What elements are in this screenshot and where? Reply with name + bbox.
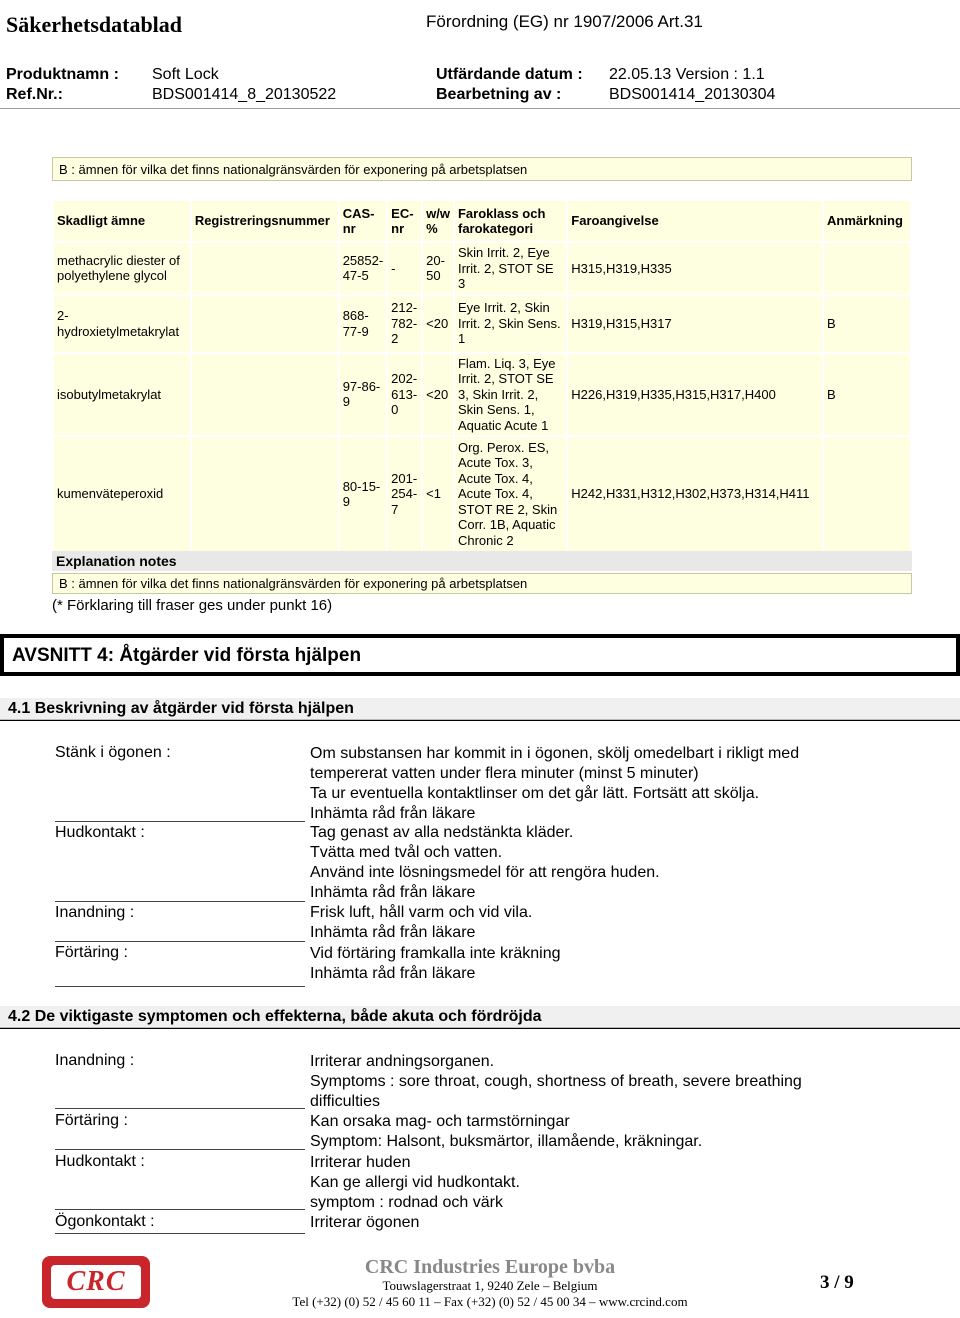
top-note: B : ämnen för vilka det finns nationalgränsvärden för exponering på arbetsplatsen — [52, 157, 912, 181]
text-line: Symptoms : sore throat, cough, shortness of breath, severe breathing — [310, 1073, 802, 1090]
cell-substance: isobutylmetakrylat — [54, 354, 190, 436]
cell-ec: 202-613-0 — [388, 354, 421, 436]
cell-hazard-class: Skin Irrit. 2, Eye Irrit. 2, STOT SE 3 — [455, 243, 566, 294]
text-line: symptom : rodnad och värk — [310, 1194, 503, 1211]
row-divider — [55, 986, 305, 987]
regulation-reference: Förordning (EG) nr 1907/2006 Art.31 — [426, 12, 703, 31]
ref-label: Ref.Nr.: — [6, 86, 63, 103]
cell-remark: B — [824, 296, 910, 352]
text-line: Irriterar huden — [310, 1154, 411, 1171]
cell-registration — [192, 296, 338, 352]
cell-remark — [824, 437, 910, 551]
text-line: Frisk luft, håll varm och vid vila. — [310, 904, 533, 921]
crc-logo — [42, 1256, 150, 1308]
inhalation-symptoms-label: Inandning : — [55, 1052, 135, 1069]
eye-symptoms-label: Ögonkontakt : — [55, 1213, 155, 1230]
cell-ww: <20 — [423, 296, 453, 352]
cell-cas: 868-77-9 — [340, 296, 386, 352]
cell-hazard-class: Flam. Liq. 3, Eye Irrit. 2, STOT SE 3, Skin Irrit. 2, Skin Sens. 1, Aquatic Acute 1 — [455, 354, 566, 436]
ingestion-symptoms-label: Förtäring : — [55, 1112, 128, 1129]
cell-ww: <20 — [423, 354, 453, 436]
cell-cas: 80-15-9 — [340, 437, 386, 551]
ref-value: BDS001414_8_20130522 — [152, 86, 337, 103]
row-divider — [55, 821, 305, 822]
explanation-note: B : ämnen för vilka det finns nationalgränsvärden för exponering på arbetsplatsen — [52, 573, 912, 594]
inhalation-text — [310, 903, 910, 943]
cell-substance: methacrylic diester of polyethylene glycol — [54, 243, 190, 294]
table-header-row — [54, 201, 910, 241]
company-name: CRC Industries Europe bvba — [364, 1256, 616, 1278]
subsection-divider — [0, 720, 960, 721]
table-row — [54, 243, 910, 294]
ingestion-text — [310, 944, 910, 984]
ingestion-label: Förtäring : — [55, 944, 128, 961]
text-line: Inhämta råd från läkare — [310, 924, 476, 941]
cell-hazard-class: Eye Irrit. 2, Skin Irrit. 2, Skin Sens. 1 — [455, 296, 566, 352]
row-divider — [55, 1209, 305, 1210]
cell-remark: B — [824, 354, 910, 436]
hazardous-substances-table — [52, 199, 912, 553]
row-divider — [55, 1149, 305, 1150]
cell-registration — [192, 354, 338, 436]
col-remark: Anmärkning — [824, 201, 910, 241]
issue-date-value: 22.05.13 Version : 1.1 — [609, 66, 765, 83]
cell-hazard-statements: H226,H319,H335,H315,H317,H400 — [568, 354, 822, 436]
eye-contact-label: Stänk i ögonen : — [55, 744, 171, 761]
inhalation-label: Inandning : — [55, 904, 135, 921]
text-line: Om substansen har kommit in i ögonen, skölj omedelbart i rikligt med — [310, 745, 800, 762]
text-line: Vid förtäring framkalla inte kräkning — [310, 945, 561, 962]
text-line: Ta ur eventuella kontaktlinser om det går lätt. Fortsätt att skölja. — [310, 785, 760, 802]
text-line: Irriterar andningsorganen. — [310, 1053, 495, 1070]
header-divider — [0, 108, 960, 109]
col-hazard-class: Faroklass och farokategori — [455, 201, 566, 241]
text-line: Kan ge allergi vid hudkontakt. — [310, 1174, 520, 1191]
cell-substance: kumenväteperoxid — [54, 437, 190, 551]
cell-registration — [192, 243, 338, 294]
product-value: Soft Lock — [152, 66, 219, 83]
table-row — [54, 354, 910, 436]
col-ww: w/w % — [423, 201, 453, 241]
col-ec: EC-nr — [388, 201, 421, 241]
row-divider — [55, 901, 305, 902]
cell-cas: 97-86-9 — [340, 354, 386, 436]
eye-symptoms-text — [310, 1213, 910, 1233]
row-divider — [55, 941, 305, 942]
logo-frame — [49, 1263, 143, 1301]
row-divider — [55, 1108, 305, 1109]
cell-ec: 201-254-7 — [388, 437, 421, 551]
text-line: Kan orsaka mag- och tarmstörningar — [310, 1113, 570, 1130]
text-line: Tag genast av alla nedstänkta kläder. — [310, 824, 574, 841]
inhalation-symptoms-text — [310, 1052, 910, 1112]
row-divider — [55, 1233, 305, 1234]
ingestion-symptoms-text — [310, 1112, 910, 1152]
subsection-4-1-title: 4.1 Beskrivning av åtgärder vid första hjälpen — [0, 698, 960, 720]
product-label: Produktnamn : — [6, 66, 119, 83]
cell-cas: 25852-47-5 — [340, 243, 386, 294]
col-substance: Skadligt ämne — [54, 201, 190, 241]
issue-date-label: Utfärdande datum : — [436, 66, 583, 83]
cell-ww: 20-50 — [423, 243, 453, 294]
footnote: (* Förklaring till fraser ges under punkt 16) — [52, 597, 333, 614]
cell-ww: <1 — [423, 437, 453, 551]
text-line: tempererat vatten under flera minuter (minst 5 minuter) — [310, 765, 699, 782]
text-line: Inhämta råd från läkare — [310, 884, 476, 901]
skin-contact-label: Hudkontakt : — [55, 824, 145, 841]
cell-hazard-statements: H319,H315,H317 — [568, 296, 822, 352]
document-title: Säkerhetsdatablad — [6, 12, 183, 37]
text-line: Tvätta med tvål och vatten. — [310, 844, 503, 861]
skin-symptoms-text — [310, 1153, 910, 1213]
text-line: Symptom: Halsont, buksmärtor, illamående, kräkningar. — [310, 1133, 703, 1150]
table-row — [54, 296, 910, 352]
cell-hazard-statements: H315,H319,H335 — [568, 243, 822, 294]
company-contact: Tel (+32) (0) 52 / 45 60 11 – Fax (+32) (0) 52 / 45 00 34 – www.crcind.com — [292, 1294, 688, 1309]
cell-remark — [824, 243, 910, 294]
cell-ec: - — [388, 243, 421, 294]
revision-label: Bearbetning av : — [436, 86, 562, 103]
col-hazard-statements: Faroangivelse — [568, 201, 822, 241]
col-registration: Registreringsnummer — [192, 201, 338, 241]
explanation-notes-title: Explanation notes — [52, 551, 912, 571]
col-cas: CAS-nr — [340, 201, 386, 241]
cell-hazard-class: Org. Perox. ES, Acute Tox. 3, Acute Tox. 4, Acute Tox. 4, STOT RE 2, Skin Corr. 1B, Aquatic Chronic 2 — [455, 437, 566, 551]
logo-text: CRC — [66, 1266, 126, 1297]
text-line: difficulties — [310, 1093, 380, 1110]
section-4-title: AVSNITT 4: Åtgärder vid första hjälpen — [0, 634, 960, 676]
text-line: Inhämta råd från läkare — [310, 805, 476, 822]
cell-substance: 2-hydroxietylmetakrylat — [54, 296, 190, 352]
subsection-divider — [0, 1028, 960, 1029]
skin-symptoms-label: Hudkontakt : — [55, 1153, 145, 1170]
cell-registration — [192, 437, 338, 551]
cell-ec: 212-782-2 — [388, 296, 421, 352]
cell-hazard-statements: H242,H331,H312,H302,H373,H314,H411 — [568, 437, 822, 551]
page-number: 3 / 9 — [820, 1272, 854, 1293]
eye-contact-text — [310, 744, 910, 824]
text-line: Använd inte lösningsmedel för att rengöra huden. — [310, 864, 660, 881]
table-row — [54, 437, 910, 551]
revision-value: BDS001414_20130304 — [609, 86, 776, 103]
skin-contact-text — [310, 823, 910, 903]
company-address: Touwslagerstraat 1, 9240 Zele – Belgium — [382, 1278, 598, 1293]
text-line: Inhämta råd från läkare — [310, 965, 476, 982]
subsection-4-2-title: 4.2 De viktigaste symptomen och effekterna, både akuta och fördröjda — [0, 1006, 960, 1028]
text-line: Irriterar ögonen — [310, 1214, 420, 1231]
